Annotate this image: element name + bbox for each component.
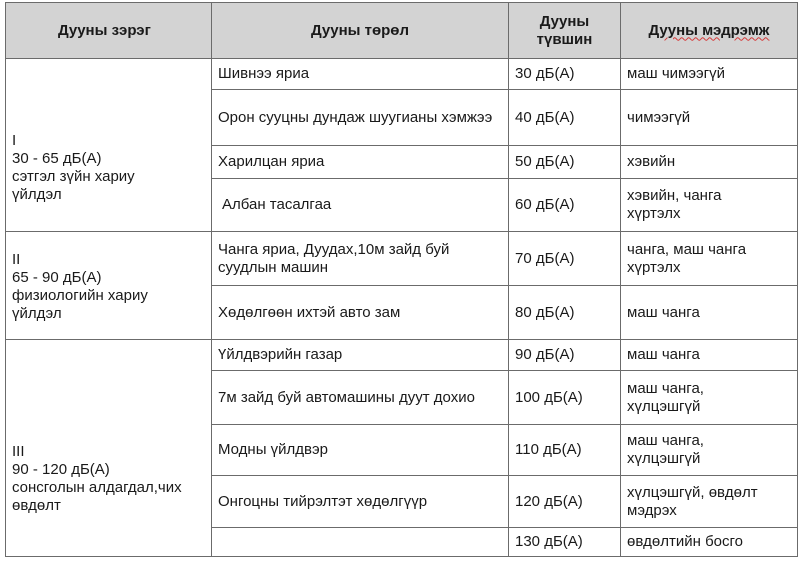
- noise-type-cell: Чанга яриа, Дуудах,10м зайд буй суудлын машин: [212, 232, 509, 286]
- noise-feel-cell: чимээгүй: [621, 90, 798, 146]
- noise-level-cell: 110 дБ(А): [509, 425, 621, 476]
- noise-type-cell: Онгоцны тийрэлтэт хөдөлгүүр: [212, 476, 509, 528]
- header-level-line2: түвшин: [536, 30, 593, 48]
- header-noise-zone: Дууны зэрэг: [6, 3, 212, 59]
- group-desc: үйлдэл: [12, 304, 62, 322]
- noise-type-cell: Үйлдвэрийн газар: [212, 340, 509, 371]
- group-range: 30 - 65 дБ(А): [12, 150, 102, 167]
- noise-level-cell: 50 дБ(А): [509, 146, 621, 179]
- header-row: [6, 3, 798, 59]
- noise-feel-cell: [621, 425, 798, 476]
- noise-type-cell: Орон сууцны дундаж шуугианы хэмжээ: [212, 90, 509, 146]
- header-noise-type: Дууны төрөл: [212, 3, 509, 59]
- noise-feel-cell: өвдөлтийн босго: [621, 528, 798, 557]
- noise-level-cell: 40 дБ(А): [509, 90, 621, 146]
- noise-feel-line: хүлцэшгүй, өвдөлт: [627, 483, 758, 501]
- noise-type-cell: [212, 528, 509, 557]
- noise-feel-line: хүлцэшгүй: [627, 397, 701, 415]
- group-desc: өвдөлт: [12, 497, 61, 514]
- noise-feel-cell: [621, 371, 798, 425]
- noise-level-table: [5, 2, 798, 557]
- header-feel-text: Дууны мэдрэмж: [648, 21, 770, 39]
- group-desc: сэтгэл зүйн хариу: [12, 168, 135, 185]
- noise-feel-cell: маш чимээгүй: [621, 59, 798, 90]
- noise-level-cell: 60 дБ(А): [509, 179, 621, 232]
- noise-feel-line: хүртэлх: [627, 258, 681, 276]
- noise-feel-line: хүлцэшгүй: [627, 450, 701, 467]
- noise-level-cell: 90 дБ(А): [509, 340, 621, 371]
- noise-level-cell: 120 дБ(А): [509, 476, 621, 528]
- noise-type-cell: 7м зайд буй автомашины дуут дохио: [212, 371, 509, 425]
- noise-feel-cell: [621, 179, 798, 232]
- group-cell-2: [6, 232, 212, 340]
- header-level-line1: Дууны: [539, 12, 590, 30]
- noise-feel-cell: [621, 476, 798, 528]
- noise-feel-cell: [621, 232, 798, 286]
- group-range: 65 - 90 дБ(А): [12, 268, 102, 286]
- table-row: [6, 340, 798, 371]
- noise-level-cell: 80 дБ(А): [509, 286, 621, 340]
- noise-feel-cell: маш чанга: [621, 340, 798, 371]
- noise-type-text: Албан тасалгаа: [222, 196, 332, 213]
- group-numeral: I: [12, 132, 17, 149]
- group-cell-1: [6, 59, 212, 232]
- noise-type-cell: Модны үйлдвэр: [212, 425, 509, 476]
- noise-type-cell: Харилцан яриа: [212, 146, 509, 179]
- group-range: 90 - 120 дБ(А): [12, 461, 110, 478]
- noise-feel-line: хүртэлх: [627, 205, 681, 222]
- noise-level-cell: 70 дБ(А): [509, 232, 621, 286]
- noise-level-cell: 100 дБ(А): [509, 371, 621, 425]
- noise-feel-line: маш чанга,: [627, 432, 704, 449]
- table-row: [6, 232, 798, 286]
- group-desc: физиологийн хариу: [12, 286, 148, 304]
- noise-level-cell: 130 дБ(А): [509, 528, 621, 557]
- noise-feel-line: хэвийн, чанга: [627, 187, 722, 204]
- group-numeral: III: [12, 443, 25, 460]
- group-desc: үйлдэл: [12, 186, 62, 203]
- noise-type-cell: Хөдөлгөөн ихтэй авто зам: [212, 286, 509, 340]
- noise-feel-cell: хэвийн: [621, 146, 798, 179]
- group-numeral: II: [12, 250, 21, 268]
- noise-type-cell: Шивнээ яриа: [212, 59, 509, 90]
- group-desc: сонсголын алдагдал,чих: [12, 479, 182, 496]
- noise-type-cell: [212, 179, 509, 232]
- noise-feel-line: маш чанга,: [627, 379, 704, 397]
- group-cell-3: [6, 340, 212, 557]
- noise-feel-line: чанга, маш чанга: [627, 240, 747, 258]
- header-noise-feel: [621, 3, 798, 59]
- noise-feel-cell: маш чанга: [621, 286, 798, 340]
- table-row: [6, 59, 798, 90]
- header-noise-level: [509, 3, 621, 59]
- noise-feel-line: мэдрэх: [627, 501, 677, 519]
- noise-level-cell: 30 дБ(А): [509, 59, 621, 90]
